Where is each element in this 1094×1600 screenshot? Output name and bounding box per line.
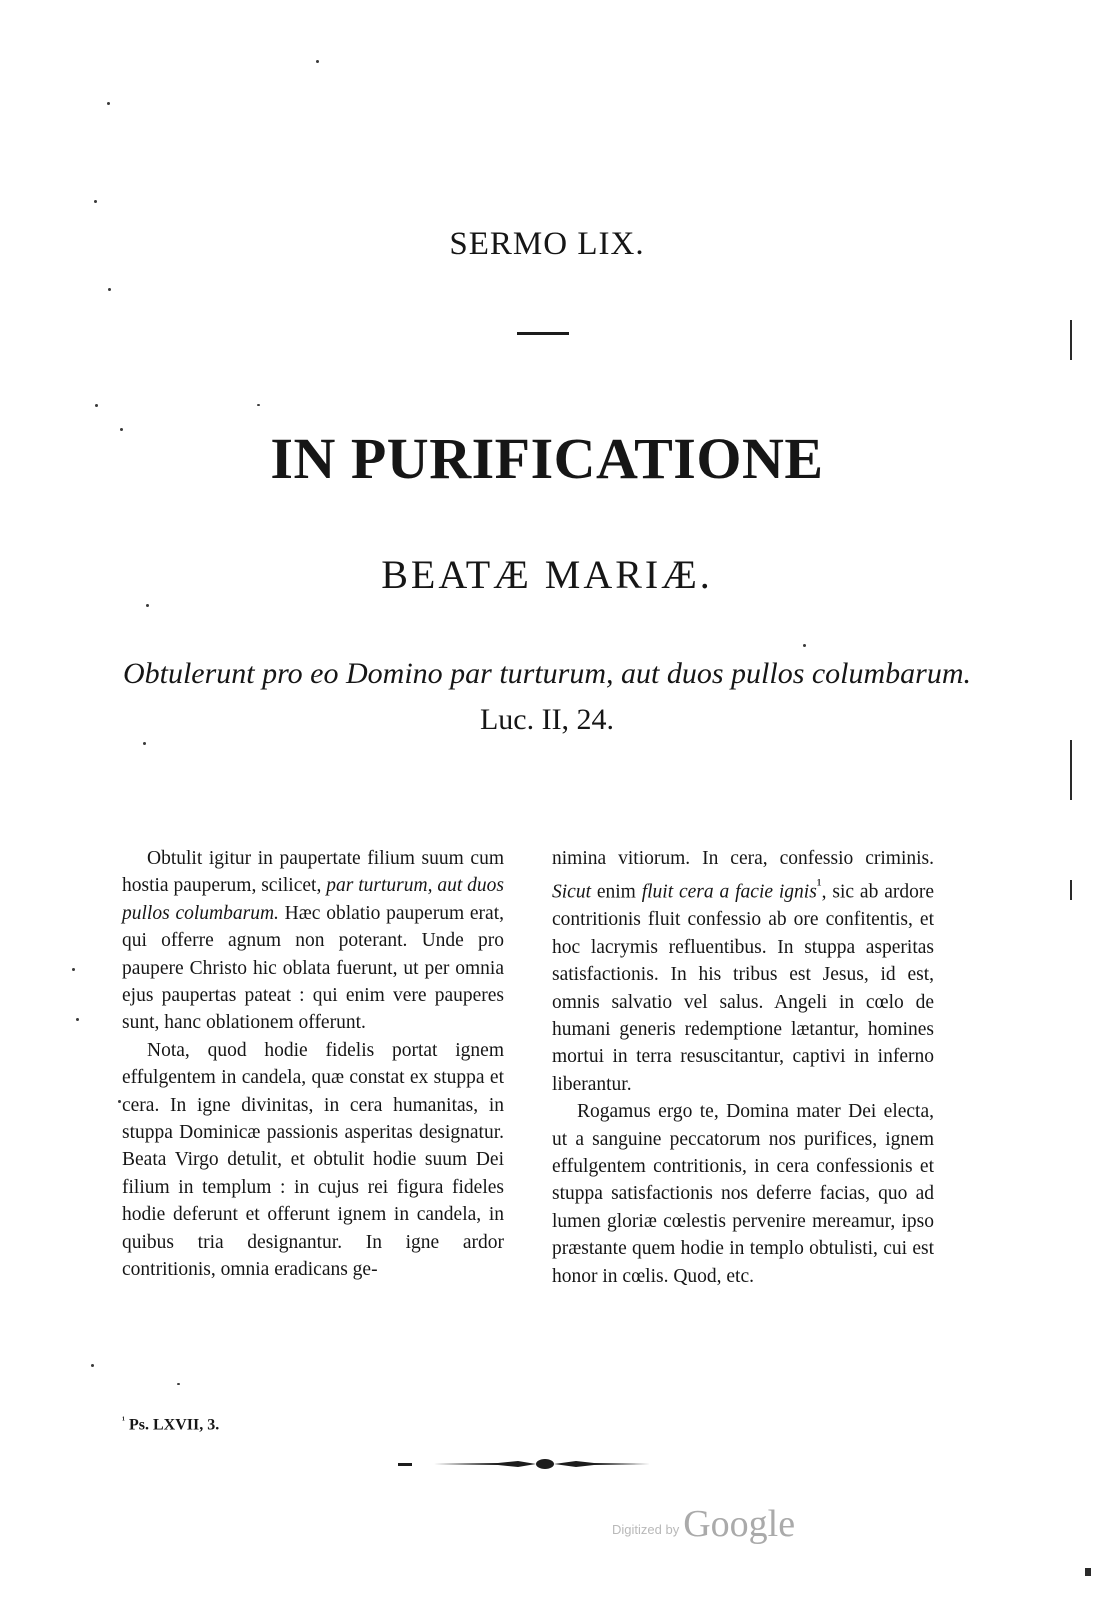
paragraph-2-cont-start: nimina vitiorum. In cera, confessio criminis. <box>552 848 934 869</box>
paragraph-3: Rogamus ergo te, Domina mater Dei electa, ut a sanguine peccatorum nos purifices, ignem effulgentem contritionis, in cera confessionis et stuppa satisfactionis nos deferre facias, quo ad lumen gloriæ cœlestis pervenire mereamur, ipso præstante quem hodie in templo obtulisti, cui est honor in cœlis. Quod, etc. <box>552 1101 934 1287</box>
footnote-text: Ps. LXVII, 3. <box>129 1416 220 1434</box>
left-column <box>122 845 504 1284</box>
scan-speck <box>120 428 123 431</box>
paragraph-2-sicut: Sicut <box>552 881 591 903</box>
google-logo: Google <box>683 1503 796 1545</box>
sub-title: BEATÆ MARIÆ. <box>381 552 713 597</box>
footnote <box>122 1410 219 1436</box>
digitized-watermark <box>612 1498 795 1546</box>
paragraph-2-cont-mid: enim <box>591 881 642 903</box>
paragraph-1-quote: par turturum, aut duos pullos columbarum. <box>122 875 504 924</box>
paragraph-1 <box>122 845 504 1037</box>
page-edge-mark <box>1070 740 1072 800</box>
scan-speck <box>177 1383 180 1385</box>
scan-speck <box>257 404 260 406</box>
sermon-number: SERMO LIX. <box>449 226 645 262</box>
scan-speck <box>118 1100 121 1103</box>
title-rule <box>517 332 569 335</box>
scan-speck <box>146 604 149 607</box>
scan-speck <box>143 742 146 745</box>
page-edge-mark <box>1070 320 1072 360</box>
digitized-label: Digitized by <box>612 1522 680 1537</box>
page-edge-mark <box>1070 880 1072 900</box>
scan-speck <box>95 404 98 407</box>
scan-speck <box>91 1364 94 1367</box>
scan-speck <box>316 60 319 63</box>
footnote-mark: ¹ <box>122 1415 125 1426</box>
paragraph-2: Nota, quod hodie fidelis portat ignem effulgentem in candela, quæ constat ex stuppa et cera. In igne divinitas, in cera humanitas, in stuppa Dominicæ passionis asperitas designatur. Beata Virgo detulit, et obtulit hodie suum Dei filium in templum : in cujus rei figura fideles hodie deferunt et offerunt ignem in candela, in quibus tria designantur. In igne ardor contritionis, omnia eradicans ge- <box>122 1039 504 1281</box>
epigraph-reference: Luc. II, 24. <box>479 703 615 736</box>
epigraph <box>110 651 984 743</box>
paragraph-2-continued <box>552 845 934 1098</box>
page-edge-mark <box>1085 1568 1091 1576</box>
footnote-reference-mark: ¹ <box>816 876 822 895</box>
scan-speck <box>107 102 110 105</box>
paragraph-2-cont-end: , sic ab ardore contritionis fluit confessio ab ore confitentis, et hoc lacrymis refluentibus. In stuppa asperitas satisfactionis. In his tribus est Jesus, id est, omnis salvatio vel salus. Angeli in cœlo de humani generis redemptione lætantur, homines mortui in terra resuscitantur, captivi in inferno liberantur. <box>552 881 934 1095</box>
scan-speck <box>72 968 75 971</box>
end-ornament-icon <box>398 1455 651 1473</box>
paragraph-2-quote: fluit cera a facie ignis <box>641 881 817 903</box>
epigraph-text: Obtulerunt pro eo Domino par turturum, aut duos pullos columbarum. <box>122 657 972 690</box>
scan-speck <box>803 644 806 647</box>
main-title: IN PURIFICATIONE <box>270 426 824 491</box>
scan-speck <box>108 288 111 291</box>
paragraph-1-start: Obtulit igitur in paupertate filium suum cum hostia pauperum, scilicet, <box>122 848 504 897</box>
scan-speck <box>76 1018 79 1021</box>
scan-speck <box>94 200 97 203</box>
right-column <box>552 845 934 1290</box>
paragraph-1-end: Hæc oblatio pauperum erat, qui offerre agnum non poterant. Unde pro paupere Christo hic oblata fuerunt, ut per omnia ejus paupertas pateat : qui enim vere pauperes sunt, hanc oblationem offerunt. <box>122 902 504 1034</box>
